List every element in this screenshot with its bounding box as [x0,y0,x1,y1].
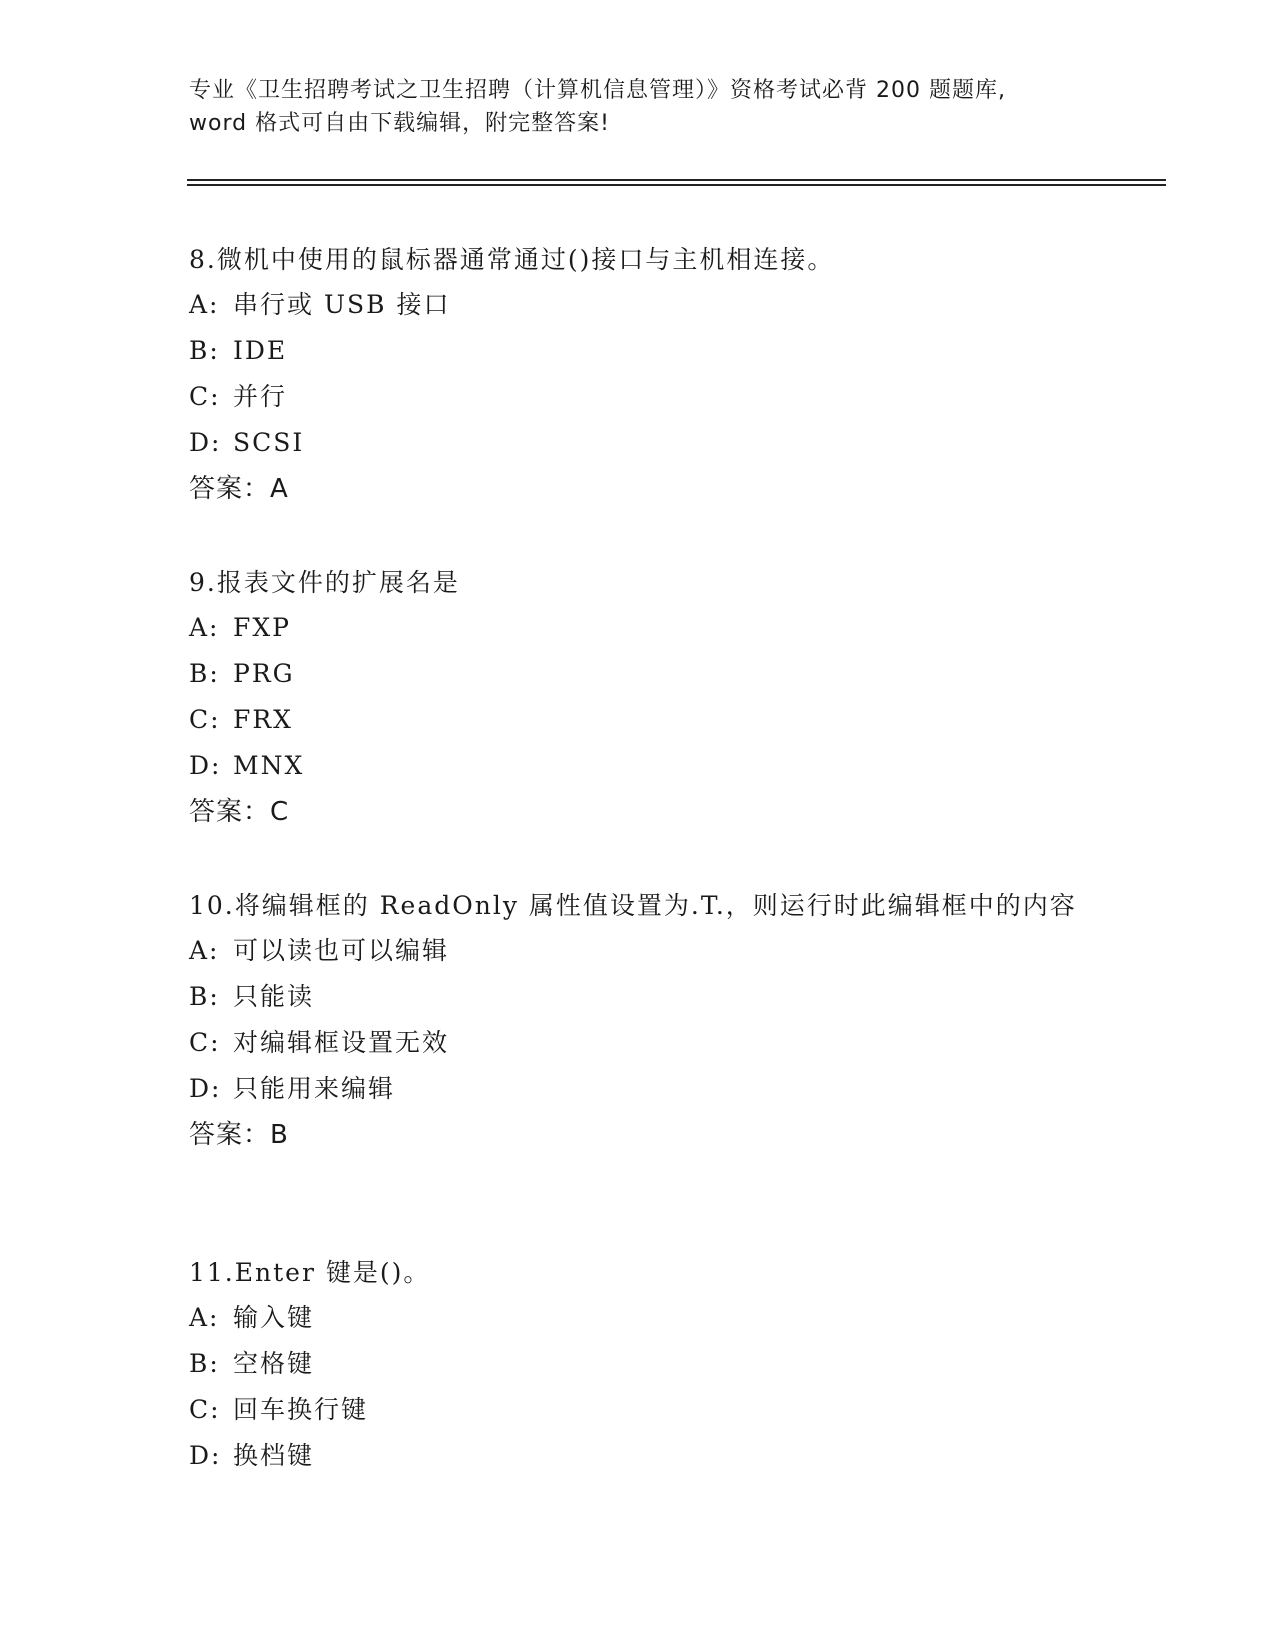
option-letter: A: [189,936,220,965]
option-letter: D: [189,1441,222,1470]
option-text: IDE [233,336,288,365]
option-text: 并行 [233,382,288,411]
option-text: 回车换行键 [233,1395,369,1424]
option-text: 可以读也可以编辑 [233,936,450,965]
question-text: 11.Enter 键是()。 [189,1258,431,1287]
option-c [189,1387,1089,1433]
option-a [189,282,1089,328]
answer-line: 答案：B [189,1120,289,1150]
option-text: 换档键 [233,1441,315,1470]
question-text: 8.微机中使用的鼠标器通常通过()接口与主机相连接。 [189,245,835,274]
option-letter: C: [189,382,221,411]
option-letter: A: [189,613,220,642]
option-text: PRG [233,659,295,688]
document-header [189,74,1089,140]
option-letter: C: [189,705,221,734]
answer-line: 答案：C [189,797,290,827]
option-d [189,743,1089,789]
option-letter: D: [189,751,222,780]
question-text: 10.将编辑框的 ReadOnly 属性值设置为.T.，则运行时此编辑框中的内容 [189,891,1077,920]
header-divider-top [187,179,1166,181]
option-b [189,328,1089,374]
option-text: FXP [233,613,291,642]
option-text: 空格键 [233,1349,315,1378]
question-8 [189,237,1089,512]
option-a [189,928,1089,974]
option-b [189,1341,1089,1387]
option-d [189,420,1089,466]
option-c [189,697,1089,743]
question-10 [189,883,1089,1158]
option-c [189,1020,1089,1066]
option-a [189,605,1089,651]
header-line-1: 专业《卫生招聘考试之卫生招聘（计算机信息管理）》资格考试必背 200 题题库, [189,78,1006,103]
option-letter: B: [189,336,220,365]
option-text: 只能用来编辑 [233,1074,396,1103]
option-text: 串行或 USB 接口 [233,290,451,319]
question-11 [189,1250,1089,1479]
option-text: 输入键 [233,1303,315,1332]
option-text: MNX [233,751,305,780]
header-divider-bottom [187,184,1166,186]
option-text: FRX [233,705,293,734]
option-c [189,374,1089,420]
option-letter: A: [189,290,220,319]
option-letter: A: [189,1303,220,1332]
option-text: SCSI [233,428,305,457]
option-letter: D: [189,1074,222,1103]
option-b [189,651,1089,697]
option-letter: C: [189,1028,221,1057]
option-b [189,974,1089,1020]
option-text: 对编辑框设置无效 [233,1028,450,1057]
option-letter: B: [189,982,220,1011]
option-a [189,1295,1089,1341]
answer-line: 答案：A [189,474,289,504]
option-letter: C: [189,1395,221,1424]
header-line-2: word 格式可自由下载编辑，附完整答案! [189,111,610,136]
option-letter: B: [189,659,220,688]
question-text: 9.报表文件的扩展名是 [189,568,460,597]
option-letter: D: [189,428,222,457]
question-9 [189,560,1089,835]
option-d [189,1433,1089,1479]
option-text: 只能读 [233,982,315,1011]
option-letter: B: [189,1349,220,1378]
option-d [189,1066,1089,1112]
